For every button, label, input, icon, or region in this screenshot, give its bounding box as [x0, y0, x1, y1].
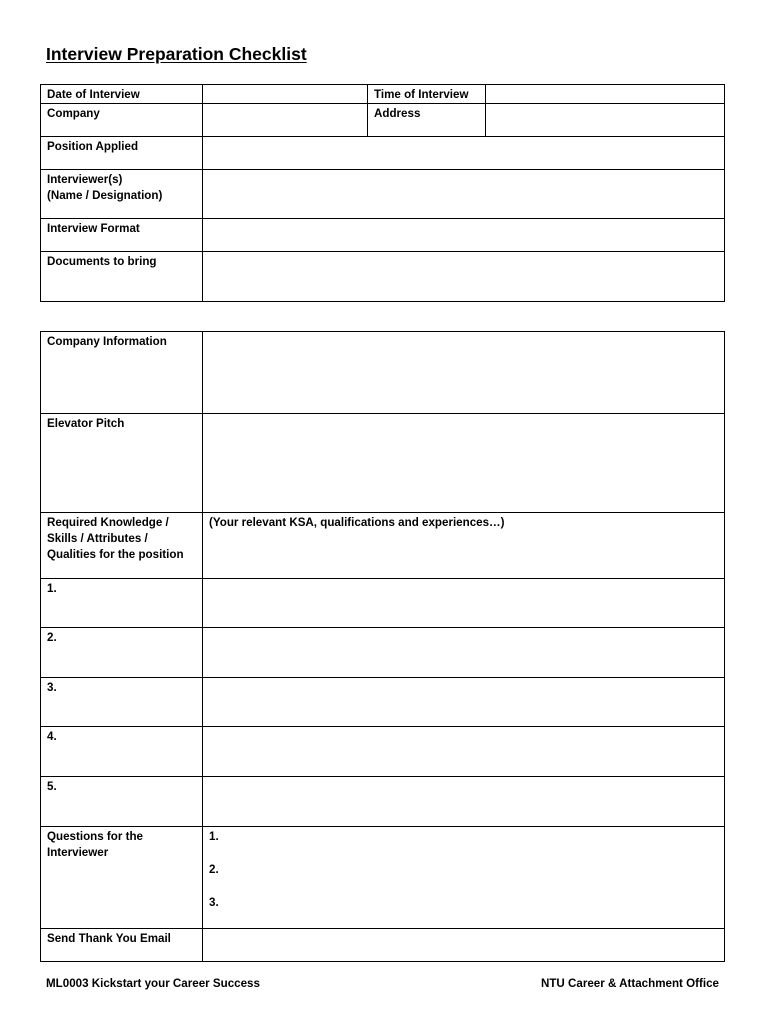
ksa-label: Required Knowledge / Skills / Attributes / Qualities for the position [41, 513, 203, 579]
interview-details-table [40, 84, 725, 302]
address-label: Address [368, 104, 486, 137]
elevator-pitch-field[interactable] [203, 414, 725, 513]
time-of-interview-field[interactable] [486, 85, 725, 104]
page-title: Interview Preparation Checklist [46, 44, 307, 64]
interviewers-sublabel: (Name / Designation) [47, 189, 163, 202]
company-label: Company [41, 104, 203, 137]
company-field[interactable] [203, 104, 368, 137]
ksa-item-number: 2. [41, 628, 203, 678]
preparation-table [40, 331, 725, 962]
ksa-hint[interactable]: (Your relevant KSA, qualifications and experiences…) [203, 513, 725, 579]
footer-course-code: ML0003 Kickstart your Career Success [46, 977, 260, 990]
time-of-interview-label: Time of Interview [368, 85, 486, 104]
date-of-interview-label: Date of Interview [41, 85, 203, 104]
documents-to-bring-field[interactable] [203, 252, 725, 302]
footer-office-name: NTU Career & Attachment Office [540, 977, 719, 990]
ksa-item-field[interactable] [203, 678, 725, 727]
ksa-item-field[interactable] [203, 777, 725, 827]
send-thank-you-email-label: Send Thank You Email [41, 929, 203, 962]
documents-to-bring-label: Documents to bring [41, 252, 203, 302]
question-item-number: 2. [209, 863, 219, 876]
question-item-number: 1. [209, 830, 219, 843]
ksa-item-number: 5. [41, 777, 203, 827]
position-applied-field[interactable] [203, 137, 725, 170]
address-field[interactable] [486, 104, 725, 137]
interviewers-label-cell [41, 170, 203, 219]
interviewers-label: Interviewer(s) [47, 173, 123, 186]
question-list [209, 829, 718, 928]
questions-for-interviewer-field[interactable] [203, 827, 725, 929]
send-thank-you-email-field[interactable] [203, 929, 725, 962]
ksa-item-field[interactable] [203, 628, 725, 678]
ksa-item-field[interactable] [203, 727, 725, 777]
company-information-label: Company Information [41, 332, 203, 414]
interview-format-label: Interview Format [41, 219, 203, 252]
date-of-interview-field[interactable] [203, 85, 368, 104]
questions-for-interviewer-label: Questions for the Interviewer [41, 827, 203, 929]
elevator-pitch-label: Elevator Pitch [41, 414, 203, 513]
position-applied-label: Position Applied [41, 137, 203, 170]
ksa-item-number: 4. [41, 727, 203, 777]
ksa-item-number: 1. [41, 579, 203, 628]
interviewers-field[interactable] [203, 170, 725, 219]
question-item-number: 3. [209, 896, 219, 909]
company-information-field[interactable] [203, 332, 725, 414]
interview-format-field[interactable] [203, 219, 725, 252]
ksa-item-field[interactable] [203, 579, 725, 628]
ksa-item-number: 3. [41, 678, 203, 727]
